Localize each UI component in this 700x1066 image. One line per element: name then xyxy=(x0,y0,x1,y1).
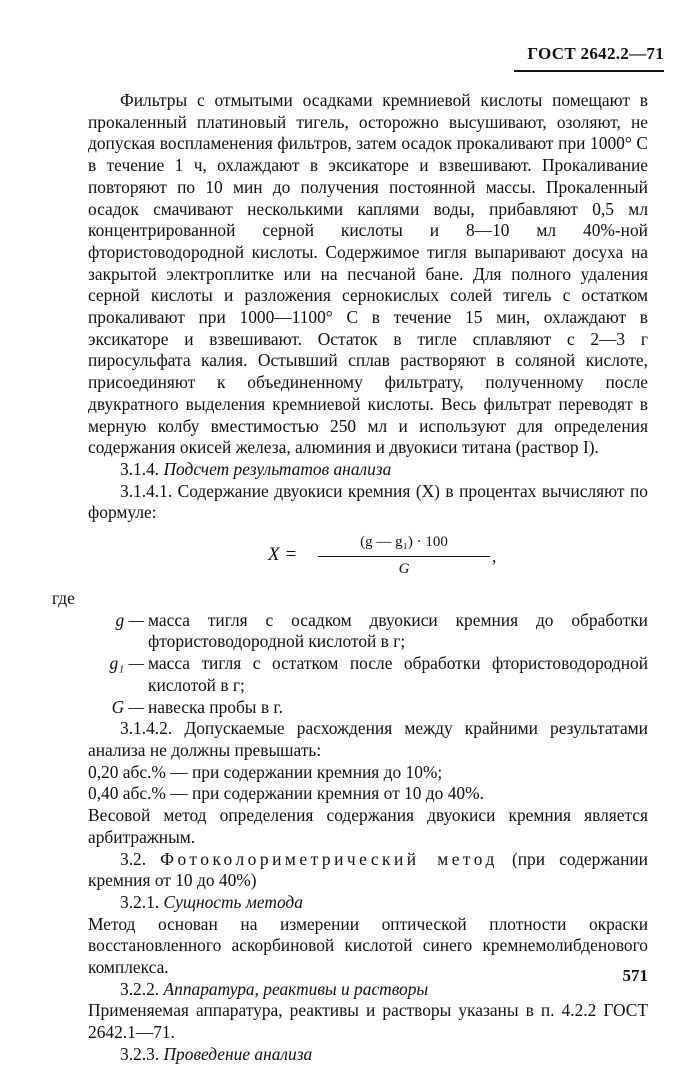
section-number: 3.2.3. xyxy=(120,1043,160,1064)
section-title-rest: (при содержании кремния от 10 до 40%) xyxy=(88,848,648,891)
definition-g xyxy=(88,610,648,653)
paragraph-filters: Фильтры с отмытыми осадками кремниевой кислоты помещают в прокаленный платиновый тигель, осторожно высушивают, озоляют, не допуская воспламенения фильтров, затем осадок прокаливают при 1000° С в течение 1 ч, охлаждают в эксикаторе и взвешивают. Прокаливание повторяют по 10 мин до получения постоянной массы. Прокаленный осадок смачивают несколькими каплями воды, прибавляют 0,5 мл концентрированной серной кислоты и 8—10 мл 40%-ной фтористоводородной кислоты. Содержимое тигля выпаривают досуха на закрытой электроплитке или на песчаной бане. Для полного удаления серной кислоты и разложения сернокислых солей тигель с остатком прокаливают при 1000—1100° С в течение 15 мин, охлаждают в эксикаторе и взвешивают. Остаток в тигле сплавляют с 2—3 г пиросульфата калия. Остывший сплав растворяют в соляной кислоте, присоединяют к объединенному фильтрату, полученному после двукратного выделения кремниевой кислоты. Весь фильтрат переводят в мерную колбу вместимостью 250 мл и используют для определения содержания окисей железа, алюминия и двуокиси титана (раствор I). xyxy=(88,90,648,458)
tolerance-line-2: 0,40 абс.% — при содержании кремния от 10 до 40%. xyxy=(88,783,484,804)
definition-text: масса тигля с осадком двуокиси кремния до обработки фтористоводородной кислотой в г; xyxy=(148,609,648,652)
definition-symbol: g — xyxy=(115,609,144,630)
tolerance-line-1: 0,20 абс.% — при содержании кремния до 10%; xyxy=(88,761,443,782)
section-number: 3.2. xyxy=(120,848,147,869)
section-number: 3.2.2. xyxy=(120,978,160,999)
section-3-2-3-heading xyxy=(88,1044,648,1066)
where-label: где xyxy=(52,588,75,609)
page-header-standard: ГОСТ 2642.2—71 xyxy=(514,44,664,72)
paragraph-3-1-4-2: 3.1.4.2. Допускаемые расхождения между крайними результатами анализа не должны превышать: xyxy=(88,718,648,760)
paragraph-principle: Метод основан на измерении оптической плотности окраски восстановленного аскорбиновой кислотой синего кремнемолибденового комплекса. xyxy=(88,913,648,978)
section-3-2-1-heading xyxy=(88,892,648,914)
definition-symbol: g₁ — xyxy=(109,653,144,674)
formula-tail: , xyxy=(492,546,497,567)
definition-text: масса тигля с остатком после обработки фтористоводородной кислотой в г; xyxy=(148,653,648,695)
section-3-2-heading xyxy=(88,849,648,892)
page-number: 571 xyxy=(622,966,648,985)
formula-lhs: X = xyxy=(268,544,298,566)
section-title: Подсчет результатов анализа xyxy=(163,458,392,479)
formula-numerator: (g — g₁) · 100 xyxy=(318,532,490,557)
definition-g1 xyxy=(88,653,648,696)
paragraph-3-1-4-1: 3.1.4.1. Содержание двуокиси кремния (X) в процентах вычисляют по формуле: xyxy=(88,480,648,523)
section-title: Аппаратура, реактивы и растворы xyxy=(163,978,429,999)
formula-x xyxy=(88,532,648,584)
section-number: 3.2.1. xyxy=(120,891,160,912)
section-title: Проведение анализа xyxy=(163,1043,313,1064)
paragraph-equipment: Применяемая аппаратура, реактивы и растворы указаны в п. 4.2.2 ГОСТ 2642.1—71. xyxy=(88,1000,648,1043)
formula-fraction xyxy=(318,532,490,580)
definition-G xyxy=(88,697,648,719)
page-body xyxy=(52,90,648,1066)
definition-text: навеска пробы в г. xyxy=(148,696,283,717)
definition-symbol: G — xyxy=(111,696,144,717)
paragraph-arbitrage: Весовой метод определения содержания двуокиси кремния является арбитражным. xyxy=(88,805,648,847)
section-3-1-4-heading xyxy=(88,459,648,481)
section-title: Фотоколориметрический метод xyxy=(160,848,498,869)
section-3-2-2-heading xyxy=(88,979,648,1001)
formula-denominator: G xyxy=(398,560,410,577)
section-number: 3.1.4. xyxy=(120,458,160,479)
section-title: Сущность метода xyxy=(163,891,303,912)
